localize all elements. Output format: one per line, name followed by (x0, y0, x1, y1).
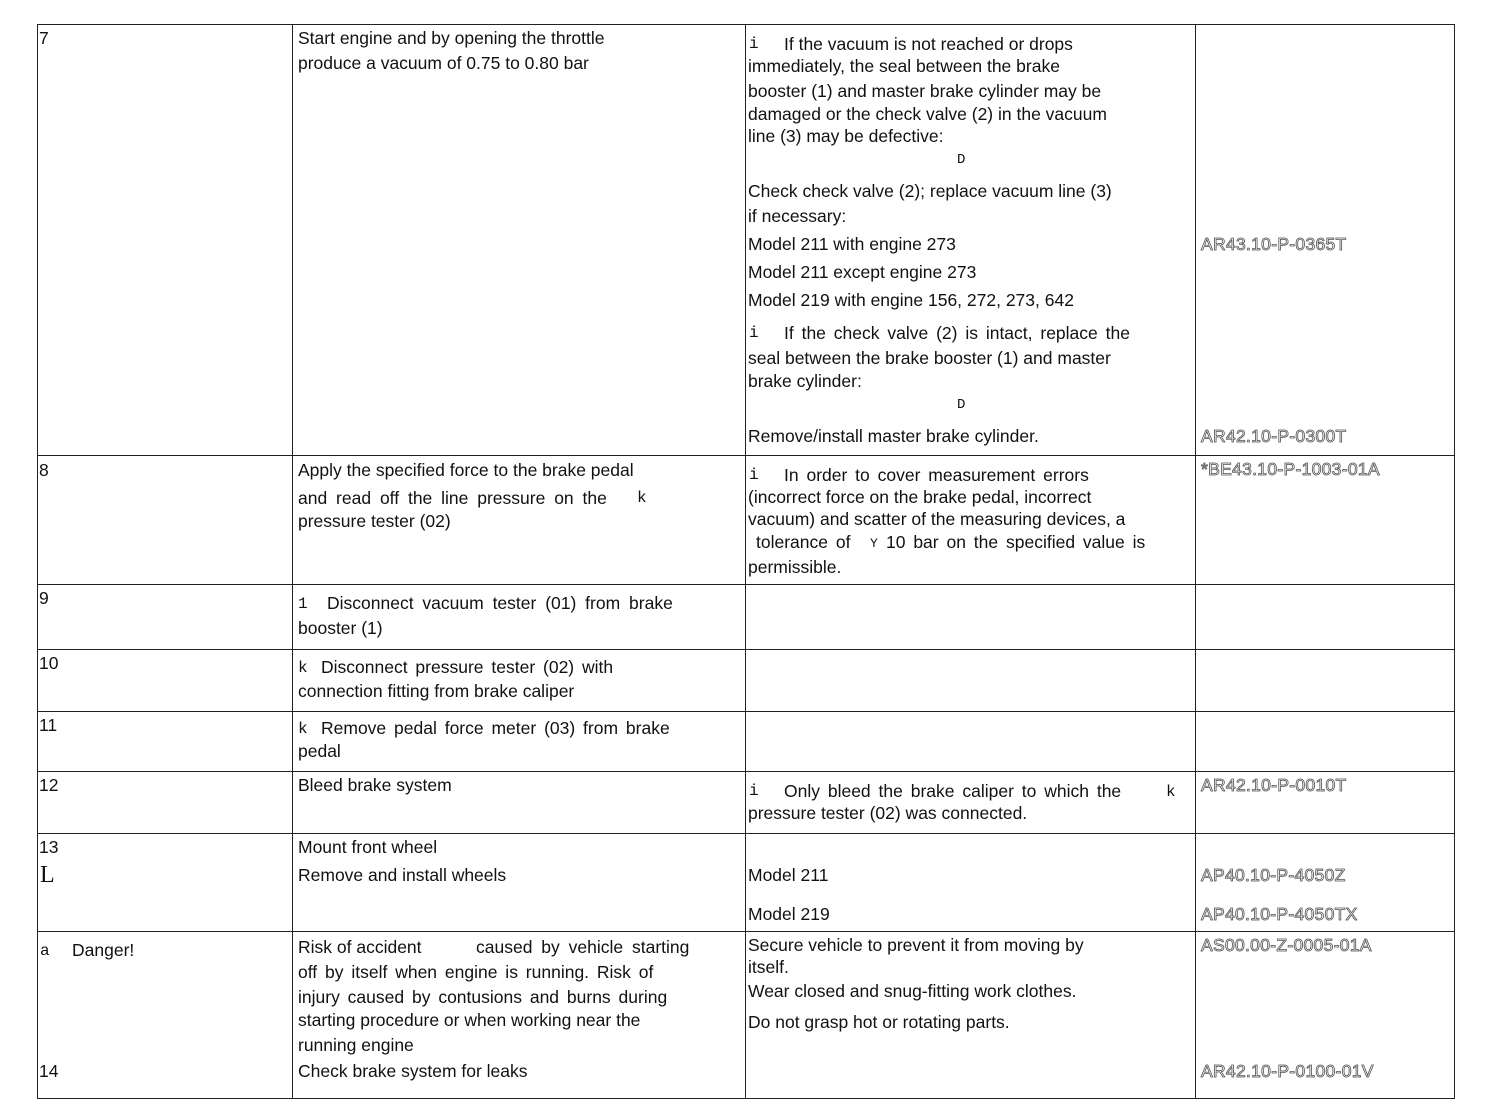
table-row (38, 712, 1455, 772)
notes-cell (746, 25, 1196, 456)
step-cell (38, 650, 293, 712)
action-cell (293, 585, 746, 650)
info-icon: i (749, 782, 759, 800)
notes-cell (746, 650, 1196, 712)
notes-cell (746, 772, 1196, 834)
note-text: Wear closed and snug-fitting work clothes. (748, 981, 1077, 1001)
danger-icon: a (40, 942, 50, 960)
action-text: Disconnect vacuum tester (01) from brake (327, 593, 673, 613)
reference-link[interactable]: AR43.10-P-0365T (1201, 234, 1347, 254)
info-icon: i (749, 324, 759, 342)
action-text: Disconnect pressure tester (02) with (321, 657, 614, 677)
table-row (38, 585, 1455, 650)
action-text: Bleed brake system (298, 775, 452, 795)
step-number: 11 (39, 715, 58, 735)
pressure-tester-icon: k (298, 659, 308, 677)
action-text: connection fitting from brake caliper (298, 681, 575, 701)
warning-text: running engine (298, 1035, 414, 1055)
reference-link[interactable]: AR42.10-P-0300T (1201, 426, 1347, 446)
action-text: Apply the specified force to the brake pedal (298, 460, 634, 480)
danger-label: Danger! (72, 940, 135, 960)
model-line: Model 219 with engine 156, 272, 273, 642 (748, 290, 1074, 310)
action-cell (293, 712, 746, 772)
reference-cell (1196, 25, 1455, 456)
notes-cell (746, 456, 1196, 585)
note-text: itself. (748, 957, 789, 977)
warning-text: starting procedure or when working near the (298, 1010, 641, 1030)
action-text: booster (1) (298, 618, 383, 638)
step-number: 8 (39, 460, 49, 480)
note-text: immediately, the seal between the brake (748, 56, 1060, 76)
info-icon: i (749, 35, 759, 53)
step-number: 13 (39, 837, 59, 857)
table-row (38, 932, 1455, 1099)
action-text: Remove pedal force meter (03) from brake (321, 718, 670, 738)
action-cell (293, 772, 746, 834)
step-number: 9 (39, 588, 49, 608)
action-text: Check brake system for leaks (298, 1061, 528, 1081)
procedure-table (37, 24, 1455, 1099)
note-text: if necessary: (748, 206, 847, 226)
note-text: 10 bar on the specified value is (886, 532, 1146, 552)
note-text: If the vacuum is not reached or drops (784, 34, 1073, 54)
reference-link[interactable]: AS00.00-Z-0005-01A (1201, 935, 1372, 955)
table-row (38, 25, 1455, 456)
notes-cell (746, 834, 1196, 932)
warning-text: caused by vehicle starting (476, 937, 690, 957)
warning-text: injury caused by contusions and burns during (298, 987, 668, 1007)
action-text: Start engine and by opening the throttle (298, 28, 605, 48)
pressure-tester-icon: k (298, 720, 308, 738)
step-cell (38, 932, 293, 1099)
action-cell (293, 456, 746, 585)
reference-cell (1196, 456, 1455, 585)
step-cell (38, 834, 293, 932)
model-line: Model 211 with engine 273 (748, 234, 956, 254)
reference-link[interactable]: AP40.10-P-4050Z (1201, 865, 1346, 885)
note-text: Only bleed the brake caliper to which the (784, 781, 1122, 801)
notes-cell (746, 712, 1196, 772)
note-text: damaged or the check valve (2) in the vacuum (748, 104, 1107, 124)
action-cell (293, 25, 746, 456)
action-text: Remove and install wheels (298, 865, 507, 885)
action-text: and read off the line pressure on the (298, 488, 607, 508)
note-text: line (3) may be defective: (748, 126, 944, 146)
plus-minus-icon: Y (870, 536, 878, 551)
step-number: 10 (39, 653, 59, 673)
action-text: pressure tester (02) (298, 511, 451, 531)
note-text: booster (1) and master brake cylinder may be (748, 81, 1102, 101)
reference-cell (1196, 650, 1455, 712)
arrow-icon: D (957, 397, 966, 413)
step-icon: 1 (298, 595, 308, 613)
reference-cell (1196, 834, 1455, 932)
model-line: Model 211 except engine 273 (748, 262, 977, 282)
info-icon: i (749, 466, 759, 484)
reference-link[interactable]: AP40.10-P-4050TX (1201, 904, 1358, 924)
reference-cell (1196, 932, 1455, 1099)
note-text: vacuum) and scatter of the measuring devices, a (748, 509, 1126, 529)
note-text: permissible. (748, 557, 842, 577)
notes-cell (746, 585, 1196, 650)
step-cell (38, 585, 293, 650)
reference-cell (1196, 585, 1455, 650)
table-row (38, 650, 1455, 712)
note-text: Check check valve (2); replace vacuum line (3) (748, 181, 1112, 201)
reference-link[interactable]: AR42.10-P-0010T (1201, 775, 1347, 795)
note-text: (incorrect force on the brake pedal, incorrect (748, 487, 1092, 507)
note-text: In order to cover measurement errors (784, 465, 1089, 485)
pressure-tester-icon: k (637, 489, 647, 507)
table-row (38, 834, 1455, 932)
arrow-icon: D (957, 152, 966, 168)
action-cell (293, 650, 746, 712)
action-cell (293, 932, 746, 1099)
step-number: 7 (39, 28, 49, 48)
note-text: Secure vehicle to prevent it from moving by (748, 935, 1084, 955)
step-cell (38, 772, 293, 834)
reference-cell (1196, 772, 1455, 834)
note-text: If the check valve (2) is intact, replace the (784, 323, 1130, 343)
table-row (38, 456, 1455, 585)
note-text: tolerance of (756, 532, 851, 552)
action-text: pedal (298, 741, 341, 761)
warning-text: off by itself when engine is running. Risk of (298, 962, 654, 982)
step-number: 12 (39, 775, 59, 795)
step-number: 14 (39, 1061, 59, 1081)
reference-link[interactable]: *BE43.10-P-1003-01A (1201, 459, 1380, 479)
note-text: pressure tester (02) was connected. (748, 803, 1028, 823)
wheel-icon: L (40, 862, 55, 888)
table-row (38, 772, 1455, 834)
pressure-tester-icon: k (1166, 783, 1176, 801)
step-cell (38, 712, 293, 772)
note-text: seal between the brake booster (1) and master (748, 348, 1111, 368)
action-cell (293, 834, 746, 932)
action-text: Mount front wheel (298, 837, 438, 857)
note-text: Do not grasp hot or rotating parts. (748, 1012, 1010, 1032)
model-line: Model 211 (748, 865, 829, 885)
step-cell (38, 25, 293, 456)
action-text: produce a vacuum of 0.75 to 0.80 bar (298, 53, 589, 73)
reference-cell (1196, 712, 1455, 772)
note-text: brake cylinder: (748, 371, 862, 391)
note-text: Remove/install master brake cylinder. (748, 426, 1039, 446)
model-line: Model 219 (748, 904, 830, 924)
warning-text: Risk of accident (298, 937, 422, 957)
reference-link[interactable]: AR42.10-P-0100-01V (1201, 1061, 1374, 1081)
step-cell (38, 456, 293, 585)
notes-cell (746, 932, 1196, 1099)
